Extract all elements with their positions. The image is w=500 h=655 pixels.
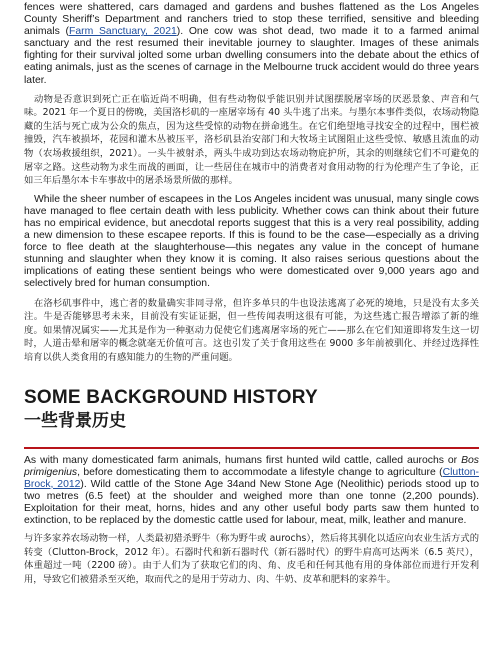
background-paragraph-zh: 与许多家养农场动物一样，人类最初猎杀野牛（称为野牛或 aurochs），然后将其驯化以适应向农业生活方式的转变（Clutton-Brock，2012 年）。石器时代和新石器时代（新石器时代）的野牛肩高可达两米（6.5 英尺），体重超过一吨（2200 磅）。由于人们为了获取它们的肉、角、皮毛和任何其他有用的身体部位而进行开发利用，导致它们被猎杀至灭绝，取而代之的是用于劳动力、肉、牛奶、皮革和肥料的家养牛。 bbox=[24, 533, 479, 585]
escape-paragraph-zh: 在洛杉矶事件中，逃亡者的数量确实非同寻常，但许多单只的牛也设法逃离了必死的境地，只是没有太多关注。牛是否能够思考未来，目前没有实证证据，但一些传闻表明这很有可能，为这些逃亡报告增添了新的维度。如果情况属实——尤其是作为一种驱动力促使它们逃离屠宰场的死亡——那么在它们知道即将发生这一切时，人道击晕和屠宰的概念就毫无价值可言。这也引发了关于食用这些在 9000 多年前被驯化、并经过选择性培育以供人类食用的有感知能力的生物的严重问题。 bbox=[24, 297, 479, 363]
section-heading-zh: 一些背景历史 bbox=[24, 410, 126, 431]
citation-link-clutton-brock[interactable]: Clutton-Brock, 2012 bbox=[24, 466, 479, 490]
intro-text-2: ). One cow was shot dead, two made it to a farmed animal sanctuary and the rest resumed their inevitable journey to slaughter. Images of these animals fighting for their survival jolted some urban dwelling consumers into the debate about the ethics of eating animals, just as the scenes of carnage in the Melbourne truck accident would do three years later. bbox=[24, 26, 480, 86]
citation-link-farm-sanctuary[interactable]: Farm Sanctuary, 2021 bbox=[69, 26, 177, 38]
bg-text-3: ). Wild cattle of the Stone Age 34and New Stone Age (Neolithic) periods stood up to two metres (6.5 feet) at the shoulder and weighed more than one tonne (2,200 pounds). Exploitation for their meat, horns, hides and any other useful body parts saw them hunted to extinction, to be replaced by the domestic cattle used for labour, meat, milk, leather and manure. bbox=[24, 478, 479, 526]
escape-paragraph-en: While the sheer number of escapees in the Los Angeles incident was unusual, many single cows have managed to flee certain death with less publicity. Whether cows can think about their future has no empirical evidence, but anecdotal reports suggest that this is a very real possibility, adding a new dimension to these escapee reports. If this is found to be the case—especially as a driving force to flee death at the slaughterhouse—this negates any value in the concept of humane stunning and slaughter when they know it is coming. It also raises serious questions about the implications of eating these sentient beings who were domesticated over 9,000 years ago and selectively bred for human consumption. bbox=[24, 193, 479, 290]
intro-paragraph-zh: 动物是否意识到死亡正在临近尚不明确，但有些动物似乎能识别并试图摆脱屠宰场的厌恶景象、声音和气味。2021 年一个夏日的傍晚，美国洛杉矶的一座屠宰场有 40 头牛逃了出来。与墨尔本事件类似，农场动物隐藏的生活与死亡成为公众的焦点，因为这些受惊的动物在拼命逃生。在它们绝望地寻找安全的过程中，围栏被撞毁，汽车被损坏，花园和灌木丛被压平，洛杉矶县治安部门和大牧场主试图阻止这些受惊、敏感且流血的动物（农场救援组织，2021）。一头牛被射杀，两头牛成功到达农场动物庇护所，其余的则继续它们不可避免的屠宰之路。这些动物为求生而战的画面，让一些居住在城市中的消费者对食用动物的行为伦理产生了争论，正如三年后墨尔本卡车事故中的屠杀场景所做的那样。 bbox=[24, 93, 479, 187]
intro-text-1: fences were shattered, cars damaged and gardens and bushes flattened as the Los Angeles County Sheriff’s Department and ranchers tried to stop these terrified, sensitive and bleeding animals ( bbox=[24, 2, 479, 38]
intro-paragraph-en bbox=[24, 2, 479, 87]
heading-divider bbox=[24, 447, 479, 449]
background-paragraph-en bbox=[24, 455, 479, 528]
bg-text-2: , before domesticating them to accommodate a lifestyle change to agriculture ( bbox=[77, 466, 443, 478]
bg-text-1: As with many domesticated farm animals, humans first hunted wild cattle, called aurochs or bbox=[24, 454, 462, 466]
section-heading-en: SOME BACKGROUND HISTORY bbox=[24, 386, 318, 408]
bg-italic-species: Bos primigenius bbox=[24, 454, 479, 478]
section-heading bbox=[24, 387, 479, 433]
